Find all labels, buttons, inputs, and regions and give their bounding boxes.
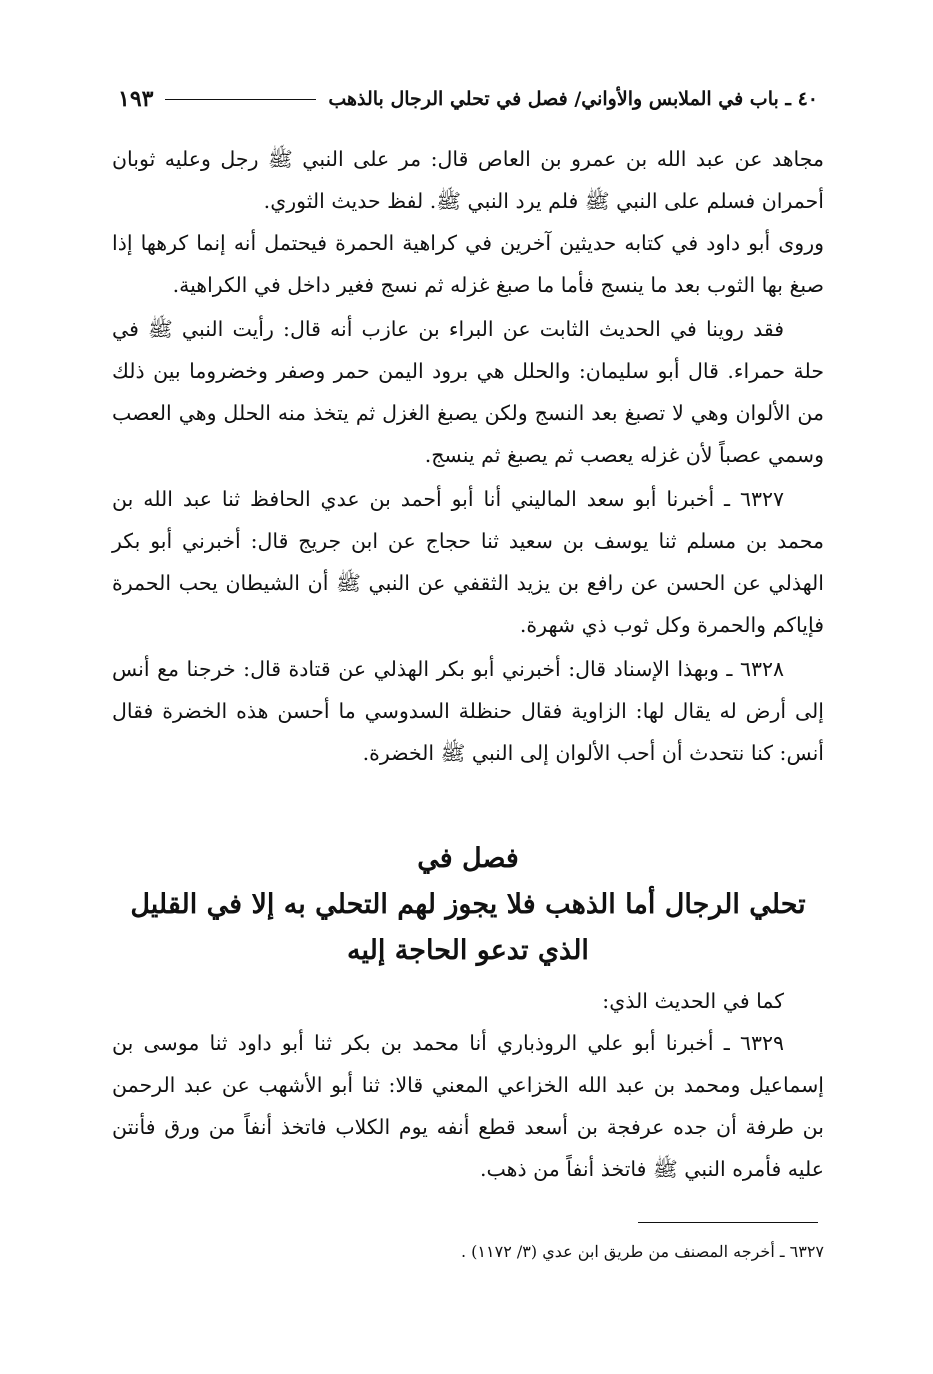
paragraph-1: مجاهد عن عبد الله بن عمرو بن العاص قال: مر على النبي ﷺ رجل وعليه ثوبان أحمران فسلم على النبي ﷺ فلم يرد النبي ﷺ. لفظ حديث الثوري. (112, 147, 824, 213)
hadith-6327: ٦٣٢٧ ـ أخبرنا أبو سعد الماليني أنا أبو أحمد بن عدي الحافظ ثنا عبد الله بن محمد بن مسلم ثنا يوسف بن سعيد ثنا حجاج عن ابن جريج قال: أخبرني أبو بكر الهذلي عن الحسن عن رافع بن يزيد الثقفي عن النبي ﷺ أن الشيطان يحب الحمرة فإياكم والحمرة وكل ثوب ذي شهرة. (112, 487, 824, 637)
section-heading-line-1: فصل في (417, 843, 519, 874)
section-heading-line-2: تحلي الرجال أما الذهب فلا يجوز لهم التحلي به إلا في القليل (130, 889, 806, 920)
section-intro: كما في الحديث الذي: (602, 989, 784, 1013)
running-head-title: ٤٠ ـ باب في الملابس والأواني/ فصل في تحلي الرجال بالذهب (328, 88, 818, 110)
footnote: ٦٣٢٧ ـ أخرجه المصنف من طريق ابن عدي (٣/ ١١٧٢) . (461, 1242, 824, 1261)
hadith-6329: ٦٣٢٩ ـ أخبرنا أبو علي الروذباري أنا محمد بن بكر ثنا أبو داود ثنا موسى بن إسماعيل ومحمد بن عبد الله الخزاعي المعني قالا: ثنا أبو الأشهب عن عبد الرحمن بن طرفة أن جده عرفجة بن أسعد قطع أنفه يوم الكلاب فاتخذ أنفاً من ورق فأنتن عليه فأمره النبي ﷺ فاتخذ أنفاً من ذهب. (112, 1031, 824, 1181)
section-heading-line-3: الذي تدعو الحاجة إليه (347, 935, 589, 966)
paragraph-3: فقد روينا في الحديث الثابت عن البراء بن عازب أنه قال: رأيت النبي ﷺ في حلة حمراء. قال أبو سليمان: والحلل هي برود اليمن حمر وصفر وخضروما بين ذلك من الألوان وهي لا تصبغ بعد النسج ولكن يصبغ الغزل ثم يتخذ منه الحلل وهي العصب وسمي عصباً لأن غزله يعصب ثم يصبغ ثم ينسج. (112, 317, 824, 467)
page-number: ١٩٣ (118, 86, 154, 112)
paragraph-2: وروى أبو داود في كتابه حديثين آخرين في كراهية الحمرة فيحتمل أنه إنما كرهها إذا صبغ بها الثوب بعد ما ينسج فأما ما صبغ غزله ثم نسج فغير داخل في الكراهية. (112, 231, 824, 297)
main-text (112, 138, 824, 774)
running-head (118, 82, 818, 116)
footnote-rule (638, 1222, 818, 1223)
running-head-rule (165, 99, 316, 100)
section-text (112, 980, 824, 1190)
section-heading (112, 836, 824, 974)
hadith-6328: ٦٣٢٨ ـ وبهذا الإسناد قال: أخبرني أبو بكر الهذلي عن قتادة قال: خرجنا مع أنس إلى أرض له يقال لها: الزاوية فقال حنظلة السدوسي ما أحسن هذه الخضرة فقال أنس: كنا نتحدث أن أحب الألوان إلى النبي ﷺ الخضرة. (112, 657, 824, 765)
